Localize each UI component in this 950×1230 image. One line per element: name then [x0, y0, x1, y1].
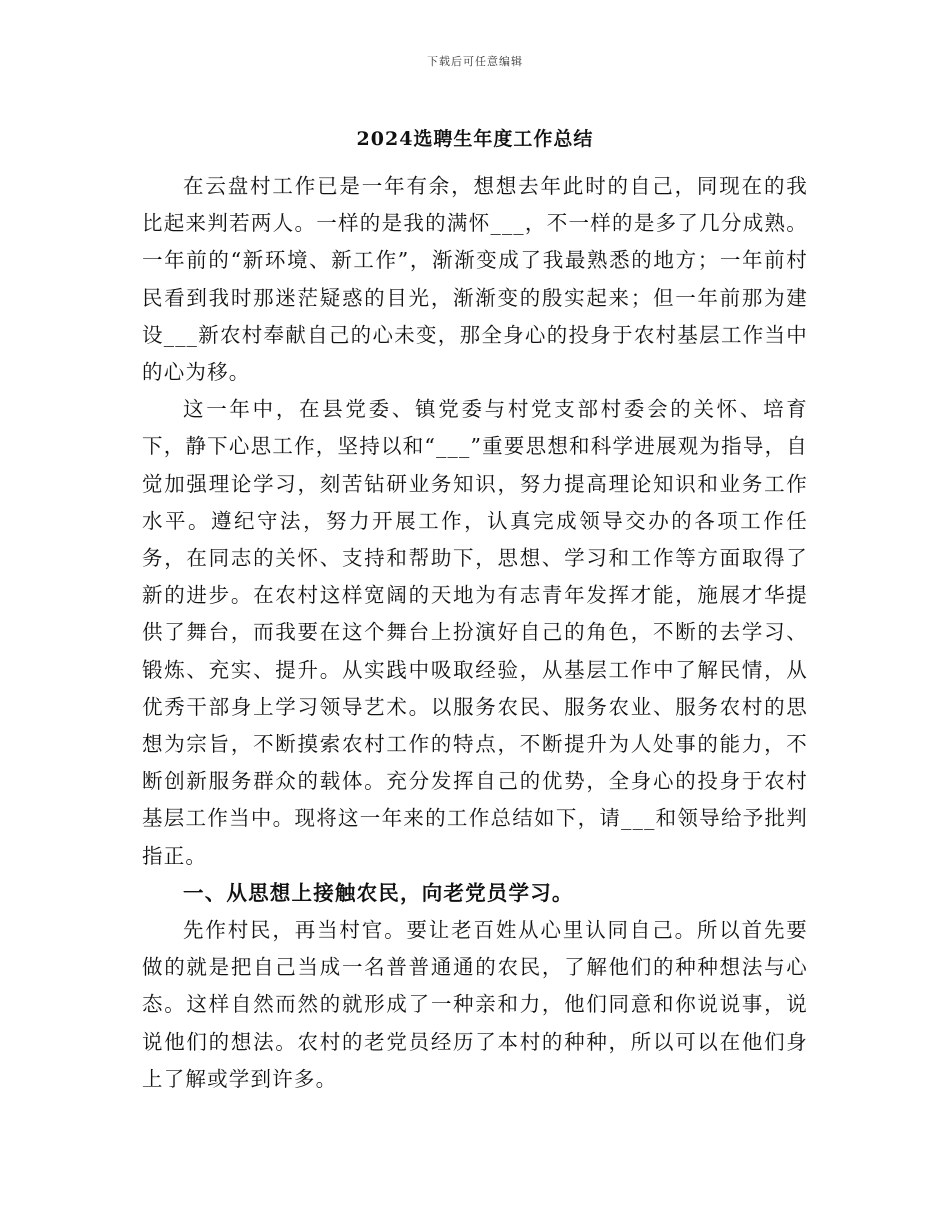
document-title: 2024选聘生年度工作总结 [356, 128, 594, 150]
section-paragraph: 先作村民，再当村官。要让老百姓从心里认同自己。所以首先要做的就是把自己当成一名普普通通的农民，了解他们的种种想法与心态。这样自然而然的就形成了一种亲和力，他们同意和你说说事，说说他们的想法。农村的老党员经历了本村的种种，所以可以在他们身上了解或学到许多。 [142, 918, 808, 1091]
header-note: 下载后可任意编辑 [427, 55, 523, 68]
section-heading: 一、从思想上接触农民，向老党员学习。 [183, 880, 574, 905]
paragraph-intro: 在云盘村工作已是一年有余，想想去年此时的自己，同现在的我比起来判若两人。一样的是我的满怀___，不一样的是多了几分成熟。一年前的“新环境、新工作”，渐渐变成了我最熟悉的地方；一年前村民看到我时那迷茫疑惑的目光，渐渐变的殷实起来；但一年前那为建设___新农村奉献自己的心未变，那全身心的投身于农村基层工作当中的心为移。 [142, 174, 808, 385]
paragraph-overview: 这一年中，在县党委、镇党委与村党支部村委会的关怀、培育下，静下心思工作，坚持以和“___”重要思想和科学进展观为指导，自觉加强理论学习，刻苦钻研业务知识，努力提高理论知识和业务工作水平。遵纪守法，努力开展工作，认真完成领导交办的各项工作任务，在同志的关怀、支持和帮助下，思想、学习和工作等方面取得了新的进步。在农村这样宽阔的天地为有志青年发挥才能，施展才华提供了舞台，而我要在这个舞台上扮演好自己的角色，不断的去学习、锻炼、充实、提升。从实践中吸取经验，从基层工作中了解民情，从优秀干部身上学习领导艺术。以服务农民、服务农业、服务农村的思想为宗旨，不断摸索农村工作的特点，不断提升为人处事的能力，不断创新服务群众的载体。充分发挥自己的优势，全身心的投身于农村基层工作当中。现将这一年来的工作总结如下，请___和领导给予批判指正。 [142, 397, 808, 868]
document-body [142, 168, 808, 1098]
